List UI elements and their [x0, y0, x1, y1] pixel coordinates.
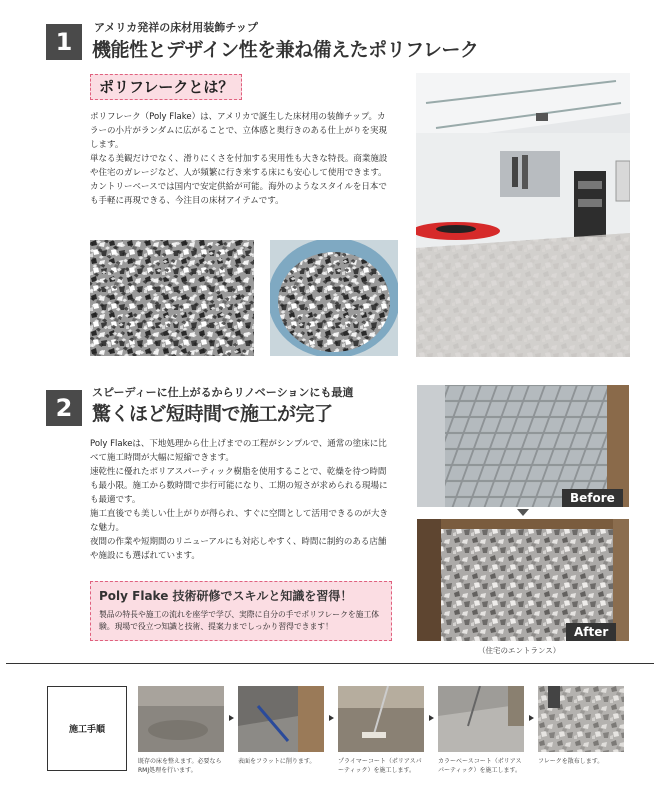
step-5-caption: フレークを散布します。	[538, 758, 604, 765]
section-2-paragraph: Poly Flakeは、下地処理から仕上げまでの工程がシンプルで、通常の塗床に比べて施工時間が大幅に短縮できます。	[90, 439, 387, 463]
step-arrow-icon	[329, 715, 334, 721]
section-1-body	[90, 110, 394, 208]
section-1-paragraph: 単なる美観だけでなく、滑りにくさを付加する実用性も大きな特長。商業施設や住宅のガレージなど、人が頻繁に行き来する床にも安心して使用できます。	[90, 154, 388, 178]
section-1-kicker: アメリカ発祥の床材用装飾チップ	[94, 21, 258, 34]
step-1-caption: 既存の床を整えます。必要ならRMJ処理を行います。	[138, 758, 222, 774]
before-after-arrow-icon	[517, 509, 529, 517]
section-2-paragraph: 夜間の作業や短期間のリニューアルにも対応しやすく、時間に制約のある店舗や施設にも選ばれています。	[90, 537, 387, 561]
step-1-photo	[138, 686, 224, 752]
section-1-paragraph: カントリーベースでは国内で安定供給が可能。海外のようなスタイルを日本でも手軽に再現できる、今注目の床材アイテムです。	[90, 182, 387, 206]
step-arrow-icon	[429, 715, 434, 721]
step-arrow-icon	[229, 715, 234, 721]
section-2-paragraph: 施工直後でも美しい仕上がりが得られ、すぐに空間として活用できるのが大きな魅力。	[90, 509, 389, 533]
section-2-headline: 驚くほど短時間で施工が完了	[92, 403, 333, 425]
section-2-paragraph: 速乾性に優れたポリアスパーティック樹脂を使用することで、乾燥を待つ時間も最小限。施工から数時間で歩行可能になり、工期の短さが求められる現場にも最適です。	[90, 467, 388, 505]
training-title: Poly Flake 技術研修でスキルと知識を習得！	[99, 589, 353, 603]
step-4-photo	[438, 686, 524, 752]
section-2-body	[90, 437, 394, 563]
section-1-number: 1	[46, 24, 82, 60]
step-3-caption: プライマーコート（ポリアスパーティック）を施工します。	[338, 758, 422, 774]
section-2-number: 2	[46, 390, 82, 426]
flake-bucket-photo	[270, 240, 398, 356]
section-1-headline: 機能性とデザイン性を兼ね備えたポリフレーク	[92, 39, 479, 61]
garage-floor-photo	[416, 73, 630, 357]
step-2-caption: 表面をフラットに削ります。	[238, 758, 316, 765]
before-label: Before	[562, 489, 623, 507]
after-label: After	[566, 623, 616, 641]
step-4-caption: カラーベースコート（ポリアスパーティック）を施工します。	[438, 758, 522, 774]
construction-steps-label: 施工手順	[47, 686, 127, 771]
training-callout	[90, 581, 392, 641]
step-3-photo	[338, 686, 424, 752]
step-arrow-icon	[529, 715, 534, 721]
section-divider	[6, 663, 654, 664]
step-5-photo	[538, 686, 624, 752]
section-2-kicker: スピーディーに仕上がるからリノベーションにも最適	[92, 386, 354, 399]
flake-floor-closeup-photo	[90, 240, 254, 356]
poly-flake-definition-tag: ポリフレークとは？	[90, 74, 242, 100]
training-body: 製品の特長や施工の流れを座学で学び、実際に自分の手でポリフレークを施工体験。現場で役立つ知識と技術、提案力までしっかり習得できます！	[99, 610, 380, 631]
section-1-paragraph: ポリフレーク（Poly Flake）は、アメリカで誕生した床材用の装飾チップ。カラーの小片がランダムに広がることで、立体感と奥行きのある仕上がりを実現します。	[90, 112, 387, 150]
entrance-caption: （住宅のエントランス）	[478, 646, 561, 655]
step-2-photo	[238, 686, 324, 752]
